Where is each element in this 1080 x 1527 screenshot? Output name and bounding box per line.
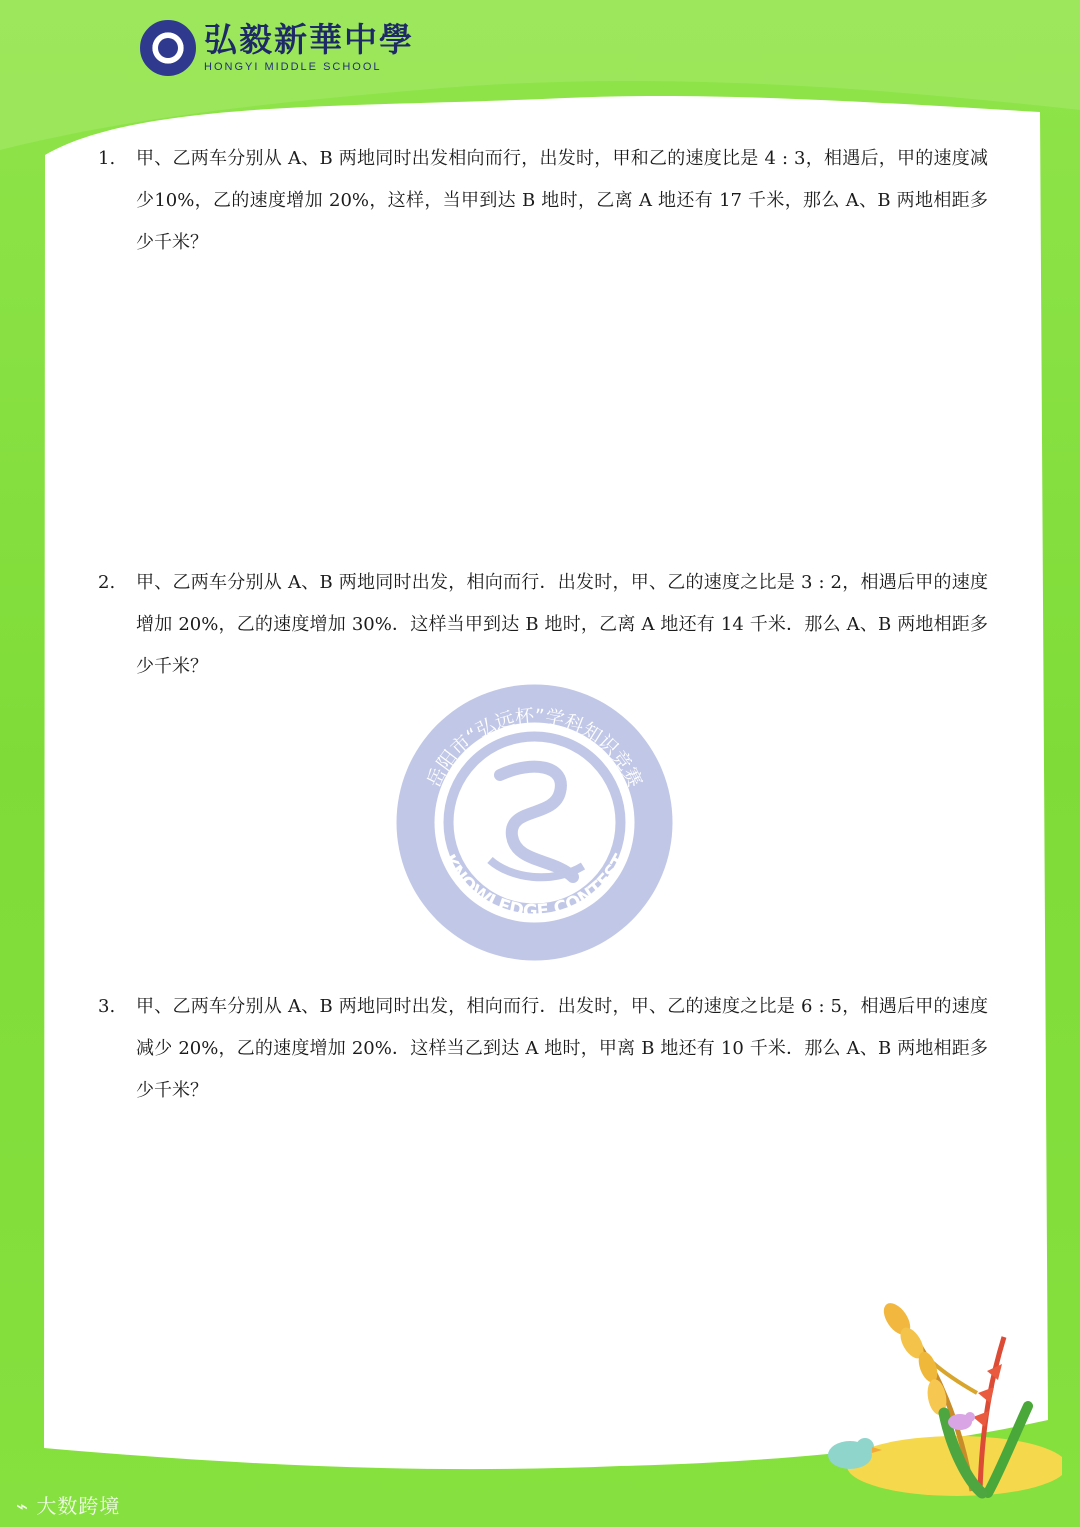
contest-stamp-icon bbox=[392, 680, 677, 965]
watermark-text: 大数跨境 bbox=[36, 1494, 121, 1518]
question-text: 甲、乙两车分别从 A、B 两地同时出发，相向而行．出发时，甲、乙的速度之比是 3 : 2，相遇后甲的速度增加 20%，乙的速度增加 30%．这样当甲到达 B 地时，乙离 A 地还有 14 千米．那么 A、B 两地相距多少千米？ bbox=[136, 572, 988, 677]
watermark-logo-icon: ⌁ bbox=[16, 1494, 30, 1518]
question-number: 2. bbox=[98, 572, 116, 593]
question-text: 甲、乙两车分别从 A、B 两地同时出发相向而行，出发时，甲和乙的速度比是 4 : 3，相遇后，甲的速度减少10%，乙的速度增加 20%，这样，当甲到达 B 地时，乙离 A 地还有 17 千米，那么 A、B 两地相距多少千米？ bbox=[136, 148, 988, 253]
question-text: 甲、乙两车分别从 A、B 两地同时出发，相向而行．出发时，甲、乙的速度之比是 6 : 5，相遇后甲的速度减少 20%，乙的速度增加 20%．这样当乙到达 A 地时，甲离 B 地还有 10 千米．那么 A、B 两地相距多少千米？ bbox=[136, 996, 988, 1101]
school-logo-icon bbox=[140, 20, 196, 76]
school-name-chinese: 弘毅新華中學 bbox=[204, 20, 414, 59]
stamp-bottom-text: KNOWLEDGE CONTEST bbox=[437, 851, 632, 923]
plant-bird-decoration-icon bbox=[732, 1301, 1062, 1521]
question-3 bbox=[98, 986, 988, 1112]
stamp-top-text: 岳阳市“弘远杯”学科知识竞赛 bbox=[422, 705, 647, 791]
school-header bbox=[140, 20, 414, 76]
school-name-english: HONGYI MIDDLE SCHOOL bbox=[204, 61, 382, 73]
question-number: 3. bbox=[98, 996, 116, 1017]
question-2 bbox=[98, 562, 988, 688]
watermark bbox=[16, 1490, 120, 1519]
question-1 bbox=[98, 138, 988, 264]
question-number: 1. bbox=[98, 148, 116, 169]
